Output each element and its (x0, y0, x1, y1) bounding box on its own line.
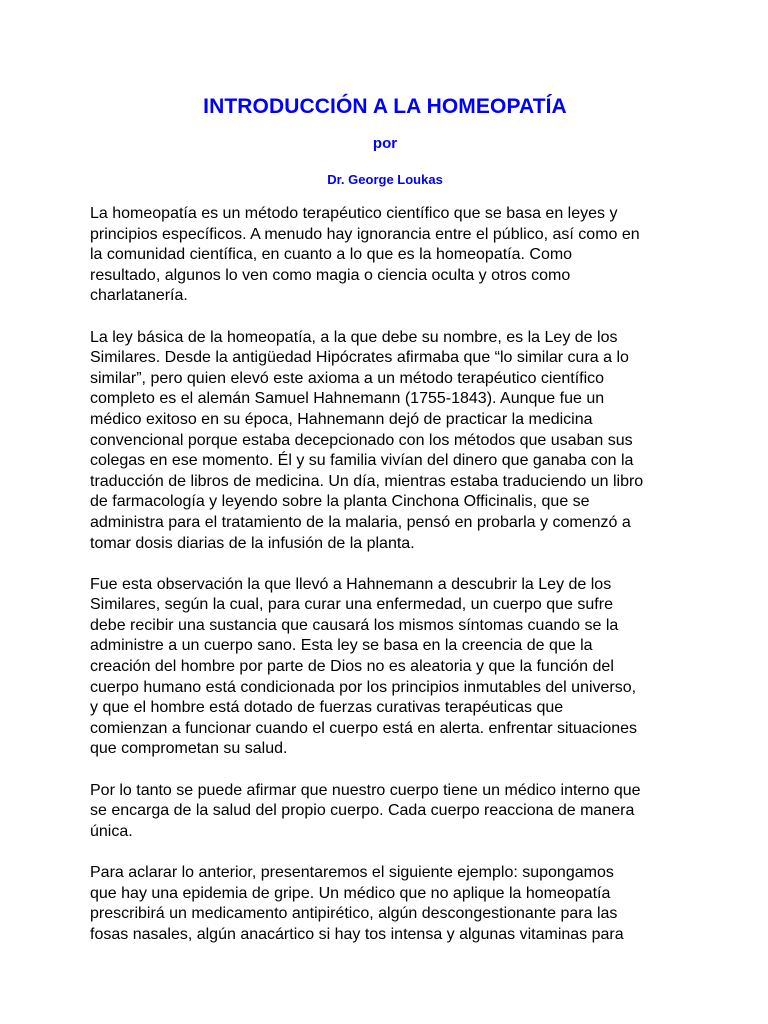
paragraph-line: comienzan a funcionar cuando el cuerpo está en alerta. enfrentar situaciones (90, 719, 638, 737)
paragraph-line: Para aclarar lo anterior, presentaremos el siguiente ejemplo: supongamos (90, 864, 614, 881)
paragraph-line: prescribirá un medicamento antipirético, algún descongestionante para las (90, 905, 618, 923)
paragraph-line: la comunidad científica, en cuanto a lo que es la homeopatía. Como (90, 246, 573, 264)
body-paragraph (90, 328, 680, 555)
document-byline: por (372, 135, 398, 152)
paragraph-line: y que el hombre está dotado de fuerzas curativas terapéuticas que (90, 699, 564, 717)
paragraph-line: Similares. Desde la antigüedad Hipócrates afirmaba que “lo similar cura a lo (90, 349, 629, 367)
paragraph-line: completo es el alemán Samuel Hahnemann (1755-1843). Aunque fue un (90, 390, 605, 408)
paragraph-line: Similares, según la cual, para curar una enfermedad, un cuerpo que sufre (90, 596, 613, 614)
paragraph-line: única. (90, 822, 133, 840)
paragraph-line: cuerpo humano está condicionada por los principios inmutables del universo, (90, 678, 637, 696)
paragraph-line: administre a un cuerpo sano. Esta ley se basa en la creencia de que la (90, 637, 593, 655)
paragraph-line: Fue esta observación la que llevó a Hahnemann a descubrir la Ley de los (90, 575, 612, 593)
paragraph-line: que hay una epidemia de gripe. Un médico que no aplique la homeopatía (90, 884, 611, 902)
paragraph-line: administra para el tratamiento de la malaria, pensó en probarla y comenzó a (90, 513, 631, 531)
paragraph-line: que comprometan su salud. (90, 740, 288, 758)
paragraph-line: La homeopatía es un método terapéutico científico que se basa en leyes y (90, 205, 618, 222)
body-paragraph (90, 781, 680, 843)
paragraph-line: La ley básica de la homeopatía, a la que debe su nombre, es la Ley de los (90, 328, 618, 346)
paragraph-line: Por lo tanto se puede afirmar que nuestro cuerpo tiene un médico interno que (90, 781, 641, 799)
paragraph-line: debe recibir una sustancia que causará los mismos síntomas cuando se la (90, 616, 619, 634)
paragraph-line: resultado, algunos lo ven como magia o ciencia oculta y otros como (90, 266, 571, 284)
paragraph-line: se encarga de la salud del propio cuerpo. Cada cuerpo reacciona de manera (90, 802, 635, 820)
paragraph-line: charlatanería. (90, 287, 188, 305)
document-author: Dr. George Loukas (327, 172, 443, 187)
paragraph-line: convencional porque estaba decepcionado con los métodos que usaban sus (90, 431, 633, 449)
document-title: INTRODUCCIÓN A LA HOMEOPATÍA (203, 95, 567, 118)
paragraph-line: fosas nasales, algún anacártico si hay tos intensa y algunas vitaminas para (90, 925, 624, 943)
document-body (90, 204, 680, 945)
paragraph-line: de farmacología y leyendo sobre la planta Cinchona Officinalis, que se (90, 493, 590, 511)
paragraph-line: creación del hombre por parte de Dios no es aleatoria y que la función del (90, 658, 614, 676)
paragraph-line: principios específicos. A menudo hay ignorancia entre el público, así como en (90, 225, 640, 243)
body-paragraph (90, 575, 680, 760)
paragraph-line: similar”, pero quien elevó este axioma a un método terapéutico científico (90, 369, 605, 387)
paragraph-line: tomar dosis diarias de la infusión de la planta. (90, 534, 415, 552)
paragraph-line: colegas en ese momento. Él y su familia vivían del dinero que ganaba con la (90, 452, 634, 470)
paragraph-line: médico exitoso en su época, Hahnemann dejó de practicar la medicina (90, 410, 593, 428)
body-paragraph (90, 863, 680, 945)
body-paragraph (90, 204, 680, 307)
paragraph-line: traducción de libros de medicina. Un día, mientras estaba traduciendo un libro (90, 472, 644, 490)
document-page (90, 92, 680, 966)
